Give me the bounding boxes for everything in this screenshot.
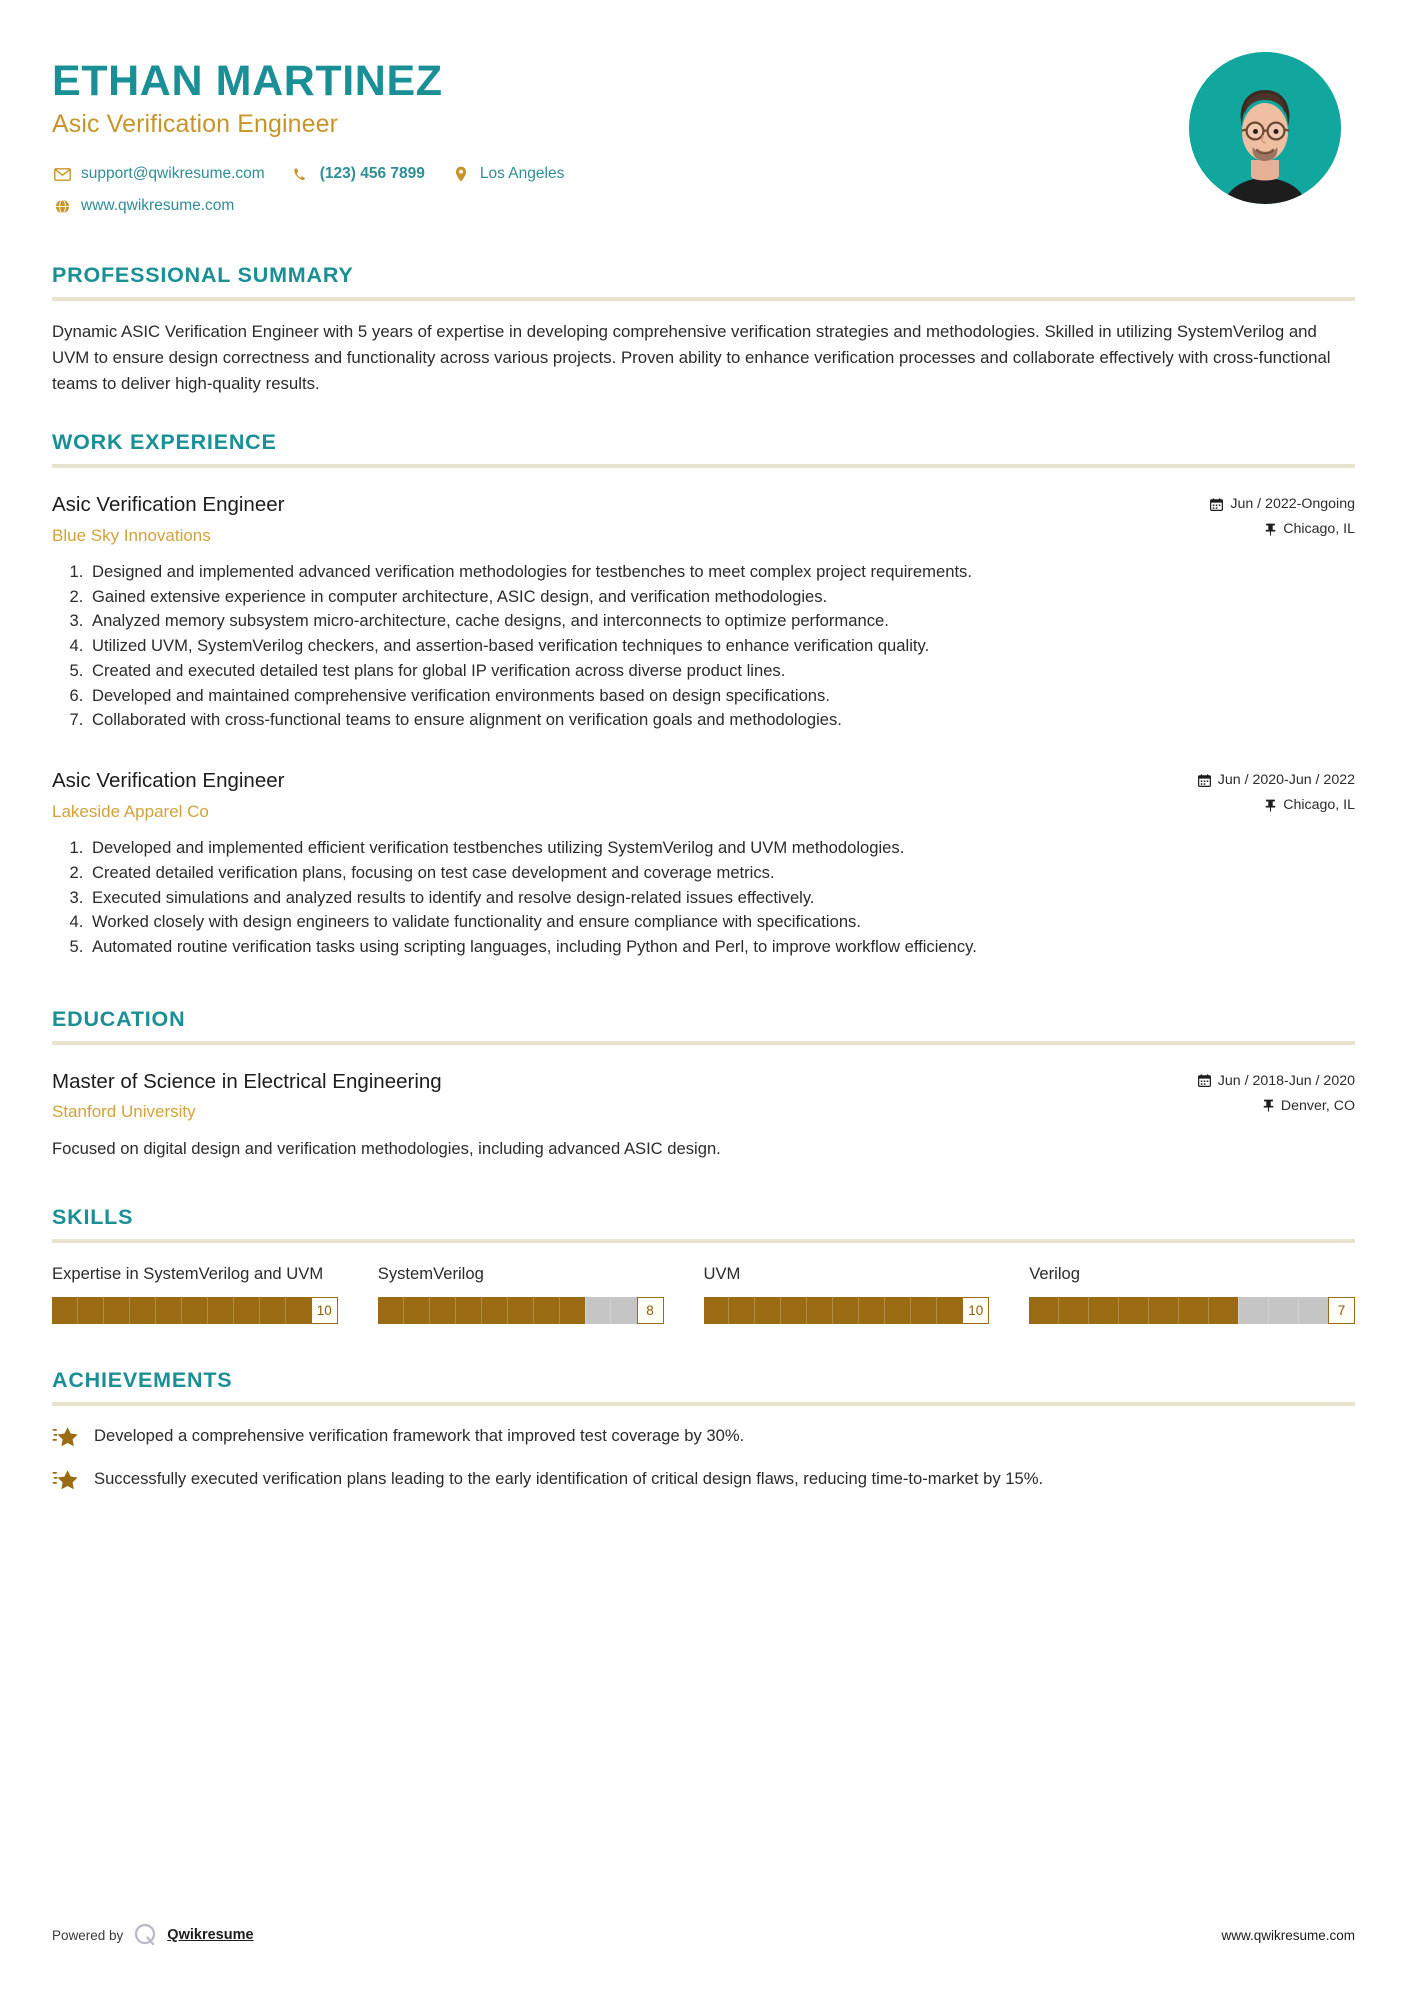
brand-link[interactable]: Qwikresume — [167, 1927, 254, 1943]
achievement-text: Developed a comprehensive verification framework that improved test coverage by 30%. — [94, 1425, 745, 1445]
qwikresume-logo-icon — [133, 1922, 159, 1948]
calendar-icon — [1198, 1074, 1211, 1087]
pin-icon — [1265, 523, 1276, 536]
skill-label: Expertise in SystemVerilog and UVM — [52, 1263, 324, 1283]
achievement-text: Successfully executed verification plans leading to the early identification of critical design flaws, reducing time-to-market by 15%. — [94, 1468, 1044, 1488]
pin-icon — [1265, 799, 1276, 812]
contact-phone[interactable] — [291, 165, 425, 183]
experience-bullet-list — [52, 836, 1355, 959]
experience-meta — [1210, 492, 1355, 546]
education-entry — [52, 1069, 1355, 1161]
envelope-icon — [52, 168, 72, 181]
bullet-item: 2. Gained extensive experience in computer architecture, ASIC design, and verification methodologies. — [88, 585, 1355, 609]
section-education — [52, 1007, 1355, 1161]
skill-label: Verilog — [1029, 1263, 1080, 1283]
section-divider — [52, 464, 1355, 468]
avatar-portrait — [1189, 52, 1341, 204]
section-skills — [52, 1205, 1355, 1324]
section-title-education: EDUCATION — [52, 1006, 186, 1031]
section-title-skills: SKILLS — [52, 1204, 134, 1229]
section-title-achievements: ACHIEVEMENTS — [52, 1367, 233, 1392]
experience-organization: Blue Sky Innovations — [52, 525, 211, 545]
experience-role: Asic Verification Engineer — [52, 769, 285, 793]
bullet-item: 6. Developed and maintained comprehensive verification environments based on design specifications. — [88, 684, 1355, 708]
skill-rating — [704, 1297, 990, 1324]
calendar-icon — [1198, 774, 1211, 787]
page-title: ETHAN MARTINEZ — [52, 57, 443, 105]
job-title: Asic Verification Engineer — [52, 110, 339, 139]
skill-bar-track — [378, 1297, 637, 1324]
skill-item — [52, 1263, 378, 1324]
bullet-item: 3. Analyzed memory subsystem micro-architecture, cache designs, and interconnects to optimize performance. — [88, 609, 1355, 633]
bullet-item: 1. Developed and implemented efficient verification testbenches utilizing SystemVerilog and UVM methodologies. — [88, 836, 1355, 860]
experience-entry-main — [52, 492, 1210, 546]
skill-rating — [52, 1297, 338, 1324]
education-meta — [1198, 1069, 1355, 1123]
bullet-item: 7. Collaborated with cross-functional teams to ensure alignment on verification goals and methodologies. — [88, 708, 1355, 732]
bullet-item: 3. Executed simulations and analyzed results to identify and resolve design-related issues effectively. — [88, 886, 1355, 910]
experience-location — [1210, 521, 1355, 537]
experience-location-text: Chicago, IL — [1283, 797, 1355, 814]
contact-row-2 — [52, 197, 1189, 215]
education-dates — [1198, 1073, 1355, 1089]
header-text-block — [52, 48, 1189, 229]
skills-grid — [52, 1263, 1355, 1324]
skill-bar-ticks — [1029, 1297, 1328, 1324]
experience-entry — [52, 768, 1355, 959]
contact-email-text: support@qwikresume.com — [81, 165, 265, 183]
section-professional-summary — [52, 263, 1355, 396]
section-divider — [52, 1239, 1355, 1243]
section-divider — [52, 1041, 1355, 1045]
contact-location — [451, 165, 564, 183]
skill-score: 10 — [311, 1297, 338, 1324]
skill-bar-track — [1029, 1297, 1328, 1324]
skill-rating — [1029, 1297, 1355, 1324]
experience-location — [1198, 797, 1355, 813]
page-footer — [52, 1922, 1355, 1948]
contact-website-text: www.qwikresume.com — [81, 197, 235, 215]
experience-dates-text: Jun / 2020-Jun / 2022 — [1217, 772, 1355, 789]
bullet-item: 1. Designed and implemented advanced verification methodologies for testbenches to meet complex project requirements. — [88, 560, 1355, 584]
calendar-icon — [1210, 498, 1223, 511]
skill-bar-track — [52, 1297, 311, 1324]
experience-entry — [52, 492, 1355, 732]
skill-item — [378, 1263, 704, 1324]
education-school: Stanford University — [52, 1102, 196, 1122]
achievement-item — [52, 1424, 1355, 1454]
experience-entry-header — [52, 768, 1355, 822]
contact-location-text: Los Angeles — [479, 165, 565, 183]
education-dates-text: Jun / 2018-Jun / 2020 — [1217, 1072, 1355, 1089]
bullet-item: 4. Worked closely with design engineers to validate functionality and ensure compliance with specifications. — [88, 910, 1355, 934]
skill-score: 10 — [962, 1297, 989, 1324]
experience-dates-text: Jun / 2022-Ongoing — [1230, 496, 1355, 513]
footer-branding — [52, 1922, 254, 1948]
section-work-experience — [52, 430, 1355, 959]
experience-dates — [1198, 772, 1355, 788]
star-icon — [52, 1467, 82, 1497]
skill-bar-ticks — [704, 1297, 963, 1324]
experience-dates — [1210, 496, 1355, 512]
section-title-experience: WORK EXPERIENCE — [52, 430, 277, 455]
bullet-item: 5. Created and executed detailed test plans for global IP verification across diverse product lines. — [88, 659, 1355, 683]
summary-text: Dynamic ASIC Verification Engineer with 5 years of expertise in developing comprehensive verification strategies and methodologies. Skilled in utilizing SystemVerilog and UVM to ensure design correctness and functionality across various projects. Proven ability to enhance verification processes and collaborate effectively with cross-functional teams to deliver high-quality results. — [52, 322, 1331, 393]
avatar — [1189, 52, 1341, 204]
contact-info — [52, 165, 1189, 215]
achievement-item — [52, 1467, 1355, 1497]
experience-entry-main — [52, 768, 1198, 822]
bullet-item: 4. Utilized UVM, SystemVerilog checkers, and assertion-based verification techniques to enhance verification quality. — [88, 634, 1355, 658]
phone-icon — [291, 167, 311, 182]
star-icon — [52, 1424, 82, 1454]
contact-row-1 — [52, 165, 1189, 183]
education-location-text: Denver, CO — [1280, 1097, 1355, 1114]
skill-bar-ticks — [52, 1297, 311, 1324]
globe-icon — [52, 199, 72, 214]
skill-rating — [378, 1297, 664, 1324]
section-divider — [52, 297, 1355, 301]
section-divider — [52, 1402, 1355, 1406]
bullet-item: 2. Created detailed verification plans, focusing on test case development and coverage metrics. — [88, 861, 1355, 885]
education-degree: Master of Science in Electrical Engineering — [52, 1069, 442, 1093]
experience-organization: Lakeside Apparel Co — [52, 801, 209, 821]
map-pin-icon — [451, 166, 471, 182]
section-achievements — [52, 1368, 1355, 1497]
resume-header — [52, 0, 1355, 229]
education-entry-main — [52, 1069, 1198, 1123]
contact-website[interactable] — [52, 197, 234, 215]
bullet-item: 5. Automated routine verification tasks using scripting languages, including Python and Perl, to improve workflow efficiency. — [88, 935, 1355, 959]
skill-bar-track — [704, 1297, 963, 1324]
section-title-summary: PROFESSIONAL SUMMARY — [52, 263, 354, 288]
skill-item — [704, 1263, 1030, 1324]
skill-bar-ticks — [378, 1297, 637, 1324]
experience-location-text: Chicago, IL — [1283, 521, 1355, 538]
pin-icon — [1263, 1099, 1274, 1112]
powered-by-label: Powered by — [52, 1927, 124, 1943]
education-location — [1198, 1098, 1355, 1114]
experience-bullet-list — [52, 560, 1355, 732]
footer-website[interactable]: www.qwikresume.com — [1221, 1927, 1355, 1943]
experience-role: Asic Verification Engineer — [52, 493, 285, 517]
skill-label: SystemVerilog — [377, 1263, 484, 1283]
experience-meta — [1198, 768, 1355, 822]
education-entry-header — [52, 1069, 1355, 1123]
contact-email[interactable] — [52, 165, 265, 183]
skill-score: 8 — [637, 1297, 664, 1324]
skill-label: UVM — [703, 1263, 741, 1283]
education-description: Focused on digital design and verification methodologies, including advanced ASIC design. — [52, 1138, 721, 1158]
skill-score: 7 — [1328, 1297, 1355, 1324]
skill-item — [1029, 1263, 1355, 1324]
achievements-list — [52, 1424, 1355, 1497]
experience-entry-header — [52, 492, 1355, 546]
contact-phone-text: (123) 456 7899 — [319, 165, 425, 183]
